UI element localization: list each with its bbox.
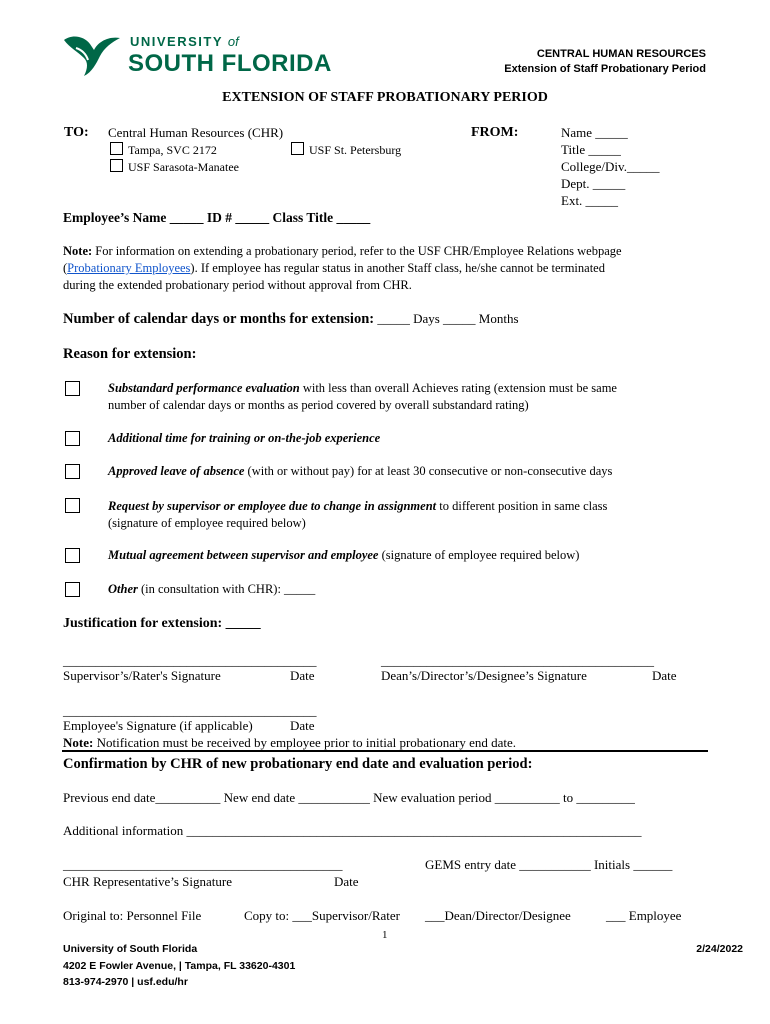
logo-university: UNIVERSITY (130, 34, 223, 49)
to-label: TO: (64, 125, 89, 140)
supervisor-signature-label: Supervisor’s/Rater's Signature (63, 668, 221, 683)
gems-entry[interactable]: GEMS entry date ___________ Initials ______ (425, 857, 673, 872)
copy-to-supervisor[interactable]: Copy to: ___Supervisor/Rater (244, 908, 400, 923)
chr-signature-label: CHR Representative’s Signature (63, 874, 232, 889)
reason-checkbox-5[interactable] (65, 548, 80, 563)
to-office: Central Human Resources (CHR) (108, 125, 284, 140)
option-stpete[interactable]: USF St. Petersburg (291, 142, 401, 158)
from-title[interactable]: Title _____ (561, 142, 621, 157)
employee-line[interactable]: Employee’s Name _____ ID # _____ Class Title _____ (63, 210, 371, 225)
option-tampa[interactable]: Tampa, SVC 2172 (110, 142, 217, 158)
supervisor-date-label: Date (290, 668, 315, 683)
reason-checkbox-4[interactable] (65, 498, 80, 513)
confirmation-heading: Confirmation by CHR of new probationary end date and evaluation period: (63, 756, 533, 772)
employee-signature-line[interactable]: _______________________________________ (63, 703, 317, 718)
footer-contact: 813-974-2970 | usf.edu/hr (63, 976, 188, 988)
tampa-checkbox[interactable] (110, 142, 123, 155)
dean-date-label: Date (652, 668, 677, 683)
header-subtitle: Extension of Staff Probationary Period (504, 63, 706, 75)
from-college[interactable]: College/Div._____ (561, 159, 660, 174)
dean-signature-label: Dean’s/Director’s/Designee’s Signature (381, 668, 587, 683)
reason-checkbox-1[interactable] (65, 381, 80, 396)
justification[interactable]: Justification for extension: _____ (63, 616, 261, 631)
from-ext[interactable]: Ext. _____ (561, 193, 619, 208)
probationary-employees-link[interactable]: Probationary Employees (67, 261, 191, 275)
footer-date: 2/24/2022 (696, 943, 743, 955)
chr-date-label: Date (334, 874, 359, 889)
original-to: Original to: Personnel File (63, 908, 202, 923)
reason-checkbox-3[interactable] (65, 464, 80, 479)
reason-checkbox-2[interactable] (65, 431, 80, 446)
dates-line[interactable]: Previous end date__________ New end date ___________ New evaluation period __________ to _________ (63, 790, 635, 805)
section-divider (62, 750, 708, 752)
reason-5: Mutual agreement between supervisor and employee (signature of employee required below) (108, 548, 580, 562)
note-2: Note: Notification must be received by employee prior to initial probationary end date. (63, 735, 517, 750)
employee-signature-label: Employee's Signature (if applicable) (63, 718, 253, 733)
bull-horns-icon (62, 32, 122, 78)
page-title: EXTENSION OF STAFF PROBATIONARY PERIOD (222, 90, 548, 105)
reason-3: Approved leave of absence (with or without pay) for at least 30 consecutive or non-consecutive days (108, 464, 613, 478)
from-name[interactable]: Name _____ (561, 125, 628, 140)
note-1: Note: For information on extending a probationary period, refer to the USF CHR/Employee Relations webpage (Probationary Employees). If employee has regular status in another Staff class, he/she cannot be terminated during the extended probationary period without approval from CHR. (63, 244, 622, 292)
dean-signature-line[interactable]: __________________________________________ (381, 653, 654, 668)
page-number: 1 (382, 929, 388, 941)
from-label: FROM: (471, 125, 519, 140)
employee-date-label: Date (290, 718, 315, 733)
copy-to-employee[interactable]: ___ Employee (606, 908, 682, 923)
additional-info[interactable]: Additional information ______________________________________________________________________ (63, 823, 642, 838)
extension-line[interactable]: Number of calendar days or months for extension: _____ Days _____ Months (63, 311, 519, 327)
footer-address: 4202 E Fowler Avenue, | Tampa, FL 33620-4301 (63, 960, 296, 972)
from-dept[interactable]: Dept. _____ (561, 176, 626, 191)
logo-south-florida: SOUTH FLORIDA (128, 50, 332, 77)
logo-of: of (227, 34, 239, 49)
reason-checkbox-6[interactable] (65, 582, 80, 597)
reason-4: Request by supervisor or employee due to change in assignment to different position in same class (signature of employee required below) (108, 499, 608, 530)
reason-1: Substandard performance evaluation with less than overall Achieves rating (extension must be same number of calendar days or months as period covered by overall substandard rating) (108, 381, 617, 412)
sarasota-checkbox[interactable] (110, 159, 123, 172)
stpete-checkbox[interactable] (291, 142, 304, 155)
option-sarasota[interactable]: USF Sarasota-Manatee (110, 159, 239, 175)
footer-org: University of South Florida (63, 943, 198, 955)
chr-signature-line[interactable]: ___________________________________________ (63, 857, 343, 872)
reason-2: Additional time for training or on-the-job experience (108, 431, 381, 445)
reason-heading: Reason for extension: (63, 346, 197, 362)
usf-logo (62, 30, 332, 80)
copy-to-dean[interactable]: ___Dean/Director/Designee (425, 908, 571, 923)
header-dept: CENTRAL HUMAN RESOURCES (536, 48, 706, 60)
supervisor-signature-line[interactable]: _______________________________________ (63, 653, 317, 668)
reason-6[interactable]: Other (in consultation with CHR): _____ (108, 582, 316, 596)
